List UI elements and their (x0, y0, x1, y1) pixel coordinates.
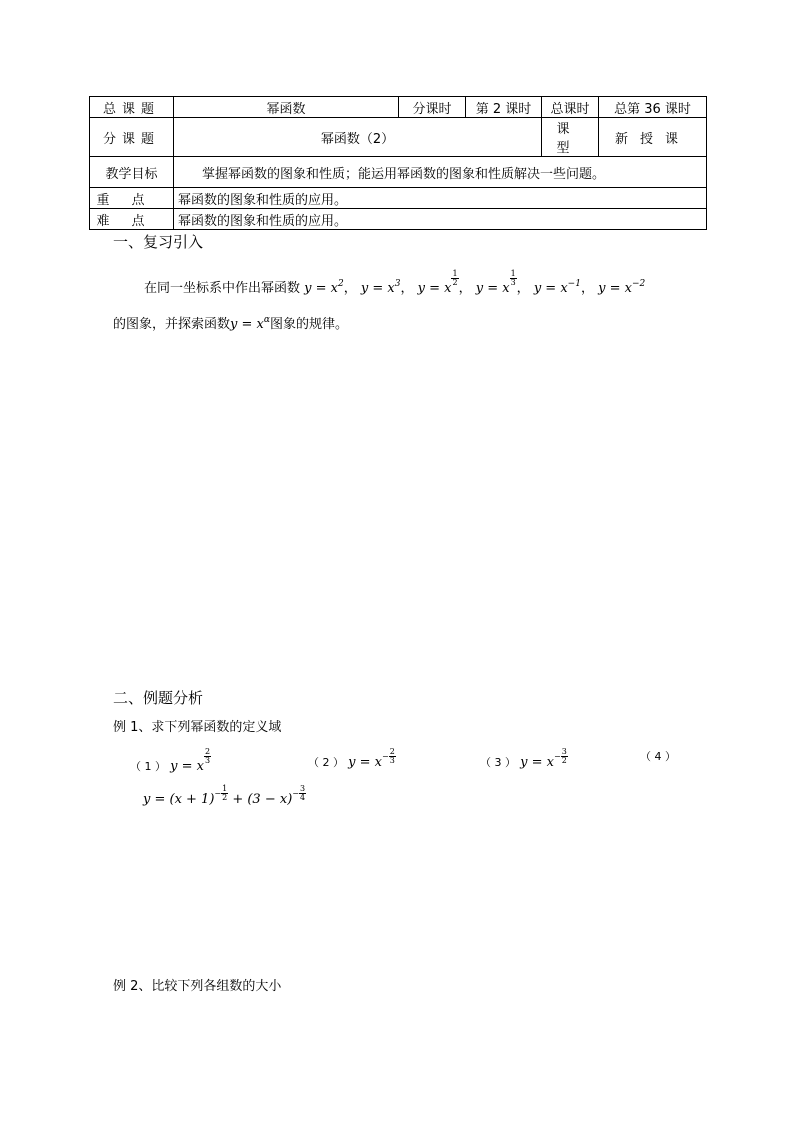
lesson-type-value: 新授课 (599, 118, 707, 157)
section1-line1 (144, 270, 645, 296)
formula-x-neg1: $y = x^{-1}$ (533, 279, 581, 297)
formula-x-2-3: y = x $\frac{2}{3}$ (170, 747, 211, 775)
separator: ， (343, 281, 357, 297)
sub-topic-label: 分课题 (90, 118, 174, 157)
separator: ， (458, 281, 472, 297)
separator: ， (400, 281, 414, 297)
formula-x-neg-2-3: y = x− $\frac{2}{3}$ (348, 747, 395, 771)
formula-x-half: y = x $\frac{1}{2}$ (417, 269, 458, 297)
section1-heading: 一、复习引入 (113, 233, 204, 251)
total-hours-label: 总课时 (542, 97, 599, 118)
total-topic-label: 总课题 (90, 97, 174, 118)
lesson-type-label: 课型 (542, 118, 599, 157)
total-hours-value: 总第 36 课时 (599, 97, 707, 118)
section1-line2-pre: 的图象，并探索函数 (113, 317, 231, 332)
example1-item-4 (640, 748, 676, 764)
example2-title: 例 2、比较下列各组数的大小 (113, 979, 282, 994)
example1-item-4-formula (143, 785, 306, 807)
goal-label: 教学目标 (90, 157, 174, 188)
table-row (90, 118, 707, 157)
difficulty-label: 难点 (90, 209, 174, 230)
table-row (90, 209, 707, 230)
section1-line2 (113, 313, 348, 332)
goal-value: 掌握幂函数的图象和性质；能运用幂函数的图象和性质解决一些问题。 (174, 157, 707, 188)
section1-line2-post: 图象的规律。 (269, 317, 348, 332)
formula-x-neg-3-2: y = x− $\frac{3}{2}$ (520, 747, 567, 771)
sub-hours-label: 分课时 (399, 97, 466, 118)
sub-hours-value: 第 2 课时 (466, 97, 542, 118)
key-point-label: 重点 (90, 188, 174, 209)
key-point-value: 幂函数的图象和性质的应用。 (174, 188, 707, 209)
lesson-info-table (89, 96, 707, 230)
table-row (90, 188, 707, 209)
total-topic-value: 幂函数 (174, 97, 399, 118)
difficulty-value: 幂函数的图象和性质的应用。 (174, 209, 707, 230)
table-row (90, 97, 707, 118)
item-number: （ 2 ） (308, 756, 344, 770)
item-number: （ 1 ） (130, 760, 166, 774)
formula-x3: $y = x^3$ (360, 279, 401, 297)
separator: ， (580, 281, 594, 297)
section2-heading: 二、例题分析 (113, 689, 204, 707)
example1-item-3 (480, 748, 568, 770)
formula-x-alpha: $y = x^\alpha$ (230, 315, 270, 332)
formula-x-neg2: $y = x^{-2}$ (598, 279, 646, 297)
formula-sum: y = (x + 1)− $\frac{1}{2}$ + (3 − x)− $\frac{3}{4}$ (143, 784, 306, 808)
example1-item-1 (130, 748, 211, 774)
example1-item-2 (308, 748, 396, 770)
item-number: （ 3 ） (480, 756, 516, 770)
formula-x2: $y = x^2$ (304, 279, 344, 297)
separator: ， (516, 281, 530, 297)
table-row (90, 157, 707, 188)
section1-intro-text: 在同一坐标系中作出幂函数 (144, 281, 301, 297)
example1-title: 例 1、求下列幂函数的定义域 (113, 720, 282, 735)
item-number: （ 4 ） (640, 750, 676, 763)
sub-topic-value: 幂函数（2） (174, 118, 542, 157)
formula-x-third: y = x $\frac{1}{3}$ (475, 269, 516, 297)
